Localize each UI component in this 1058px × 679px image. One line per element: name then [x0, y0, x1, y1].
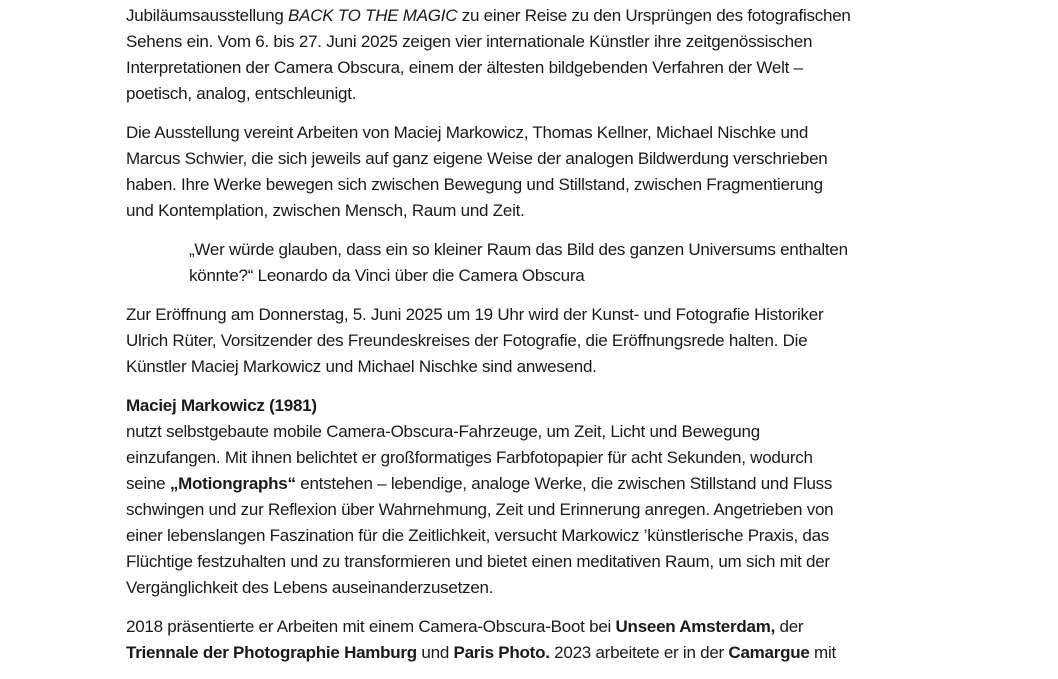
bold-text: Maciej Markowicz (1981) — [126, 396, 317, 415]
bold-text: Unseen Amsterdam, — [615, 617, 776, 636]
text-line — [126, 497, 946, 523]
text-segment: Marcus Schwier, die sich jeweils auf ganz eigene Weise der analogen Bildwerdung verschrieben — [126, 149, 828, 168]
blockquote — [126, 237, 946, 289]
text-line — [126, 55, 946, 81]
text-segment: der — [775, 617, 804, 636]
text-line — [126, 523, 946, 549]
text-line — [126, 328, 946, 354]
text-line — [126, 393, 946, 419]
text-line — [126, 81, 946, 107]
text-line — [126, 3, 946, 29]
italic-text: BACK TO THE MAGIC — [288, 6, 458, 25]
bold-text: Camargue — [728, 643, 810, 662]
text-line — [126, 120, 946, 146]
text-line — [126, 354, 946, 380]
text-segment: und Kontemplation, zwischen Mensch, Raum und Zeit. — [126, 201, 525, 220]
text-line — [126, 575, 946, 601]
text-segment: Die Ausstellung vereint Arbeiten von Maciej Markowicz, Thomas Kellner, Michael Nischke und — [126, 123, 809, 142]
bold-text: Triennale der Photographie Hamburg — [126, 643, 417, 662]
paragraph — [126, 302, 946, 380]
text-segment: mit — [809, 643, 836, 662]
text-line — [126, 640, 946, 666]
paragraph — [126, 393, 946, 601]
text-segment: 2023 arbeitete er in der — [549, 643, 729, 662]
text-line — [126, 198, 946, 224]
text-segment: Jubiläumsausstellung — [126, 6, 289, 25]
text-segment: und — [416, 643, 454, 662]
paragraph — [126, 3, 946, 107]
text-line — [189, 263, 946, 289]
text-segment: haben. Ihre Werke bewegen sich zwischen Bewegung und Stillstand, zwischen Fragmentierung — [126, 175, 823, 194]
text-line — [126, 471, 946, 497]
text-segment: könnte?“ Leonardo da Vinci über die Camera Obscura — [189, 266, 585, 285]
text-segment: Zur Eröffnung am Donnerstag, 5. Juni 2025 um 19 Uhr wird der Kunst- und Fotografie Historiker — [126, 305, 824, 324]
text-segment: einzufangen. Mit ihnen belichtet er großformatiges Farbfotopapier für acht Sekunden, wodurch — [126, 448, 813, 467]
paragraph — [126, 614, 946, 666]
text-segment: poetisch, analog, entschleunigt. — [126, 84, 357, 103]
text-line — [126, 614, 946, 640]
text-segment: schwingen und zur Reflexion über Wahrnehmung, Zeit und Erinnerung anregen. Angetrieben von — [126, 500, 834, 519]
text-segment: Sehens ein. Vom 6. bis 27. Juni 2025 zeigen vier internationale Künstler ihre zeitgenössischen — [126, 32, 813, 51]
text-line — [126, 419, 946, 445]
document-body — [126, 3, 946, 679]
text-segment: 2018 präsentierte er Arbeiten mit einem Camera-Obscura-Boot bei — [126, 617, 616, 636]
text-line — [126, 29, 946, 55]
text-segment: seine — [126, 474, 170, 493]
text-segment: „Wer würde glauben, dass ein so kleiner Raum das Bild des ganzen Universums enthalten — [189, 240, 848, 259]
text-segment: Flüchtige festzuhalten und zu transformieren und bietet einen meditativen Raum, um sich mit der — [126, 552, 830, 571]
text-line — [126, 146, 946, 172]
bold-text: Paris Photo. — [453, 643, 550, 662]
text-segment: einer lebenslangen Faszination für die Zeitlichkeit, versucht Markowicz ’künstlerische Praxis, das — [126, 526, 830, 545]
text-segment: nutzt selbstgebaute mobile Camera-Obscura-Fahrzeuge, um Zeit, Licht und Bewegung — [126, 422, 760, 441]
text-line — [126, 302, 946, 328]
bold-text: „Motiongraphs“ — [169, 474, 296, 493]
text-segment: entstehen – lebendige, analoge Werke, die zwischen Stillstand und Fluss — [295, 474, 833, 493]
text-line — [189, 237, 946, 263]
text-segment: Vergänglichkeit des Lebens auseinanderzusetzen. — [126, 578, 494, 597]
text-line — [126, 172, 946, 198]
text-segment: Interpretationen der Camera Obscura, einem der ältesten bildgebenden Verfahren der Welt – — [126, 58, 803, 77]
text-segment: zu einer Reise zu den Ursprüngen des fotografischen — [457, 6, 851, 25]
text-segment: Ulrich Rüter, Vorsitzender des Freundeskreises der Fotografie, die Eröffnungsrede halten. Die — [126, 331, 808, 350]
text-line — [126, 549, 946, 575]
text-segment: Künstler Maciej Markowicz und Michael Nischke sind anwesend. — [126, 357, 597, 376]
text-line — [126, 445, 946, 471]
paragraph — [126, 120, 946, 224]
